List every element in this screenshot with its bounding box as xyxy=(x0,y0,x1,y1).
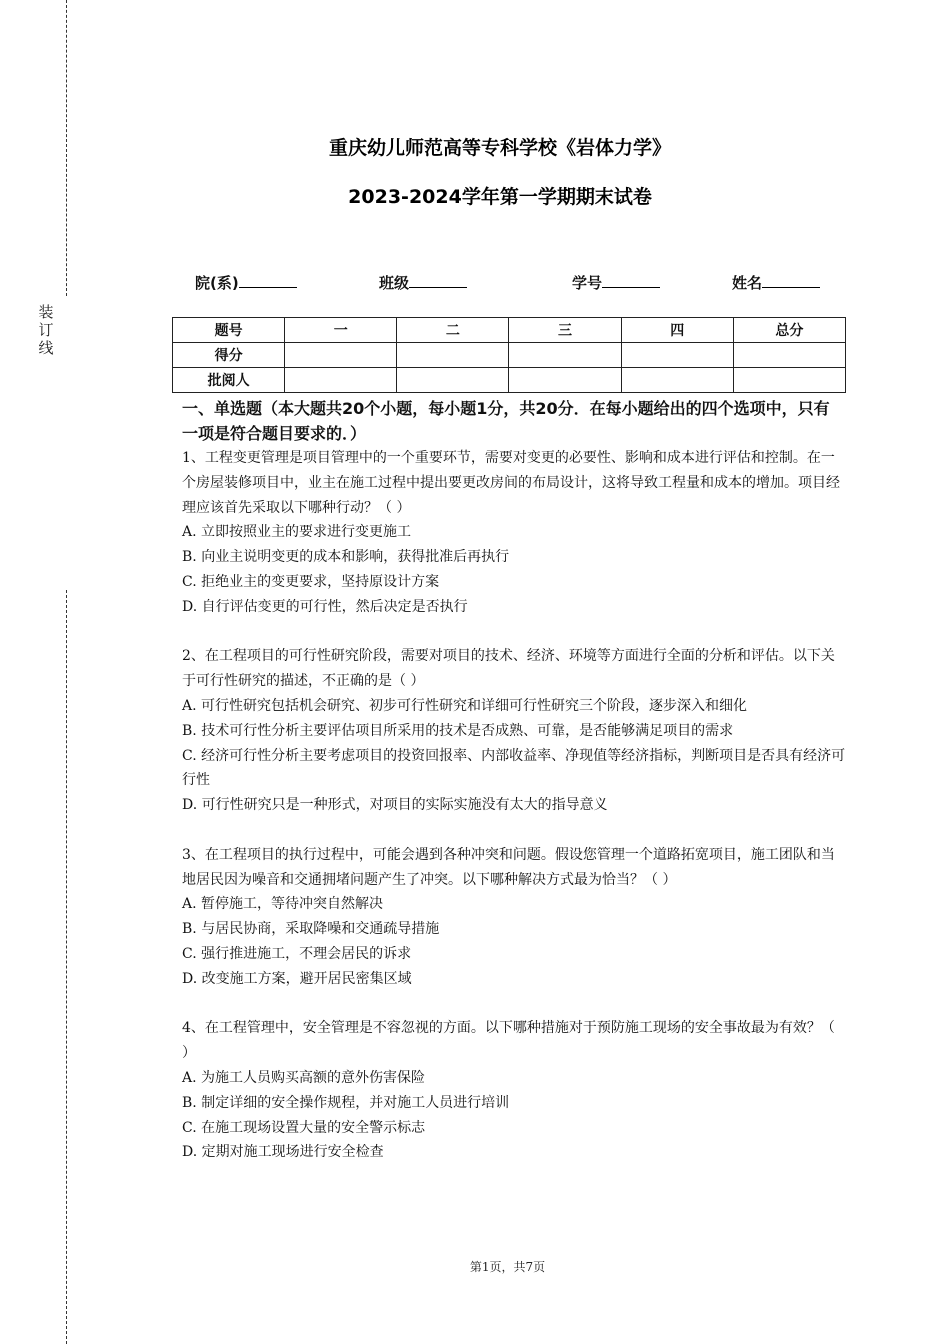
page-number: 第1页，共7页 xyxy=(469,1260,546,1274)
header-total: 总分 xyxy=(733,318,845,343)
score-table xyxy=(172,317,846,393)
question-block xyxy=(182,843,846,992)
score-cell[interactable] xyxy=(621,343,733,368)
department-label: 院(系) xyxy=(195,274,239,292)
reviewer-cell[interactable] xyxy=(509,368,621,393)
score-cell[interactable] xyxy=(285,343,397,368)
class-label: 班级 xyxy=(379,274,410,292)
reviewer-cell[interactable] xyxy=(397,368,509,393)
name-label: 姓名 xyxy=(732,274,763,292)
question-stem: 1、工程变更管理是项目管理中的一个重要环节，需要对变更的必要性、影响和成本进行评估和控制。在一个房屋装修项目中，业主在施工过程中提出要更改房间的布局设计，这将导致工程量和成本的增加。项目经理应该首先采取以下哪种行动？（ ） xyxy=(182,450,840,516)
reviewer-cell[interactable] xyxy=(733,368,845,393)
header-part-1: 一 xyxy=(285,318,397,343)
option-d[interactable]: D. 可行性研究只是一种形式，对项目的实际实施没有太大的指导意义 xyxy=(182,797,608,814)
reviewer-row xyxy=(173,368,846,393)
student-no-label: 学号 xyxy=(572,274,603,292)
option-b[interactable]: B. 与居民协商，采取降噪和交通疏导措施 xyxy=(182,921,440,938)
exam-title-school: 重庆幼儿师范高等专科学校《岩体力学》 xyxy=(328,137,671,159)
option-a[interactable]: A. 为施工人员购买高额的意外伤害保险 xyxy=(182,1069,426,1086)
exam-title-term: 2023-2024学年第一学期期末试卷 xyxy=(348,186,652,208)
reviewer-cell[interactable] xyxy=(621,368,733,393)
student-info-row xyxy=(0,271,950,293)
student-no-field xyxy=(572,271,660,293)
header-part-4: 四 xyxy=(621,318,733,343)
question-block xyxy=(182,446,846,620)
option-a[interactable]: A. 暂停施工，等待冲突自然解决 xyxy=(182,896,384,913)
binding-char: 装 xyxy=(38,303,54,321)
binding-label xyxy=(36,303,56,357)
option-a[interactable]: A. 可行性研究包括机会研究、初步可行性研究和详细可行性研究三个阶段，逐步深入和细化 xyxy=(182,697,748,714)
score-cell[interactable] xyxy=(733,343,845,368)
option-d[interactable]: D. 改变施工方案，避开居民密集区域 xyxy=(182,970,412,987)
binding-char: 线 xyxy=(38,339,54,357)
binding-char: 订 xyxy=(38,321,54,339)
score-row-label: 得分 xyxy=(173,343,285,368)
header-part-3: 三 xyxy=(509,318,621,343)
option-a[interactable]: A. 立即按照业主的要求进行变更施工 xyxy=(182,524,412,541)
option-c[interactable]: C. 在施工现场设置大量的安全警示标志 xyxy=(182,1119,426,1136)
option-c[interactable]: C. 强行推进施工，不理会居民的诉求 xyxy=(182,945,412,962)
question-stem: 2、在工程项目的可行性研究阶段，需要对项目的技术、经济、环境等方面进行全面的分析和评估。以下关于可行性研究的描述，不正确的是（ ） xyxy=(182,648,835,690)
score-cell[interactable] xyxy=(509,343,621,368)
class-field xyxy=(379,271,467,293)
binding-dashed-line-bottom xyxy=(66,590,67,1344)
header-part-2: 二 xyxy=(397,318,509,343)
question-list xyxy=(182,446,846,1190)
question-stem: 3、在工程项目的执行过程中，可能会遇到各种冲突和问题。假设您管理一个道路拓宽项目，施工团队和当地居民因为噪音和交通拥堵问题产生了冲突。以下哪种解决方式最为恰当？（ ） xyxy=(182,846,835,888)
name-field xyxy=(732,271,820,293)
option-b[interactable]: B. 技术可行性分析主要评估项目所采用的技术是否成熟、可靠，是否能够满足项目的需求 xyxy=(182,722,734,739)
option-c[interactable]: C. 经济可行性分析主要考虑项目的投资回报率、内部收益率、净现值等经济指标，判断项目是否具有经济可行性 xyxy=(182,747,846,789)
department-blank[interactable] xyxy=(239,271,297,288)
score-row xyxy=(173,343,846,368)
option-c[interactable]: C. 拒绝业主的变更要求，坚持原设计方案 xyxy=(182,573,440,590)
name-blank[interactable] xyxy=(762,271,820,288)
department-field xyxy=(195,271,297,293)
score-table-header-row xyxy=(173,318,846,343)
header-question-no: 题号 xyxy=(173,318,285,343)
option-b[interactable]: B. 制定详细的安全操作规程，并对施工人员进行培训 xyxy=(182,1094,510,1111)
score-cell[interactable] xyxy=(397,343,509,368)
reviewer-cell[interactable] xyxy=(285,368,397,393)
section-heading-single-choice: 一、单选题（本大题共20个小题，每小题1分，共20分．在每小题给出的四个选项中，只有一项是符合题目要求的．） xyxy=(182,399,830,443)
student-no-blank[interactable] xyxy=(602,271,660,288)
question-block xyxy=(182,644,846,818)
option-b[interactable]: B. 向业主说明变更的成本和影响，获得批准后再执行 xyxy=(182,549,510,566)
option-d[interactable]: D. 定期对施工现场进行安全检查 xyxy=(182,1144,384,1161)
question-block xyxy=(182,1016,846,1165)
class-blank[interactable] xyxy=(409,271,467,288)
question-stem: 4、在工程管理中，安全管理是不容忽视的方面。以下哪种措施对于预防施工现场的安全事故最为有效？（ ） xyxy=(182,1020,835,1062)
reviewer-row-label: 批阅人 xyxy=(173,368,285,393)
option-d[interactable]: D. 自行评估变更的可行性，然后决定是否执行 xyxy=(182,598,468,615)
